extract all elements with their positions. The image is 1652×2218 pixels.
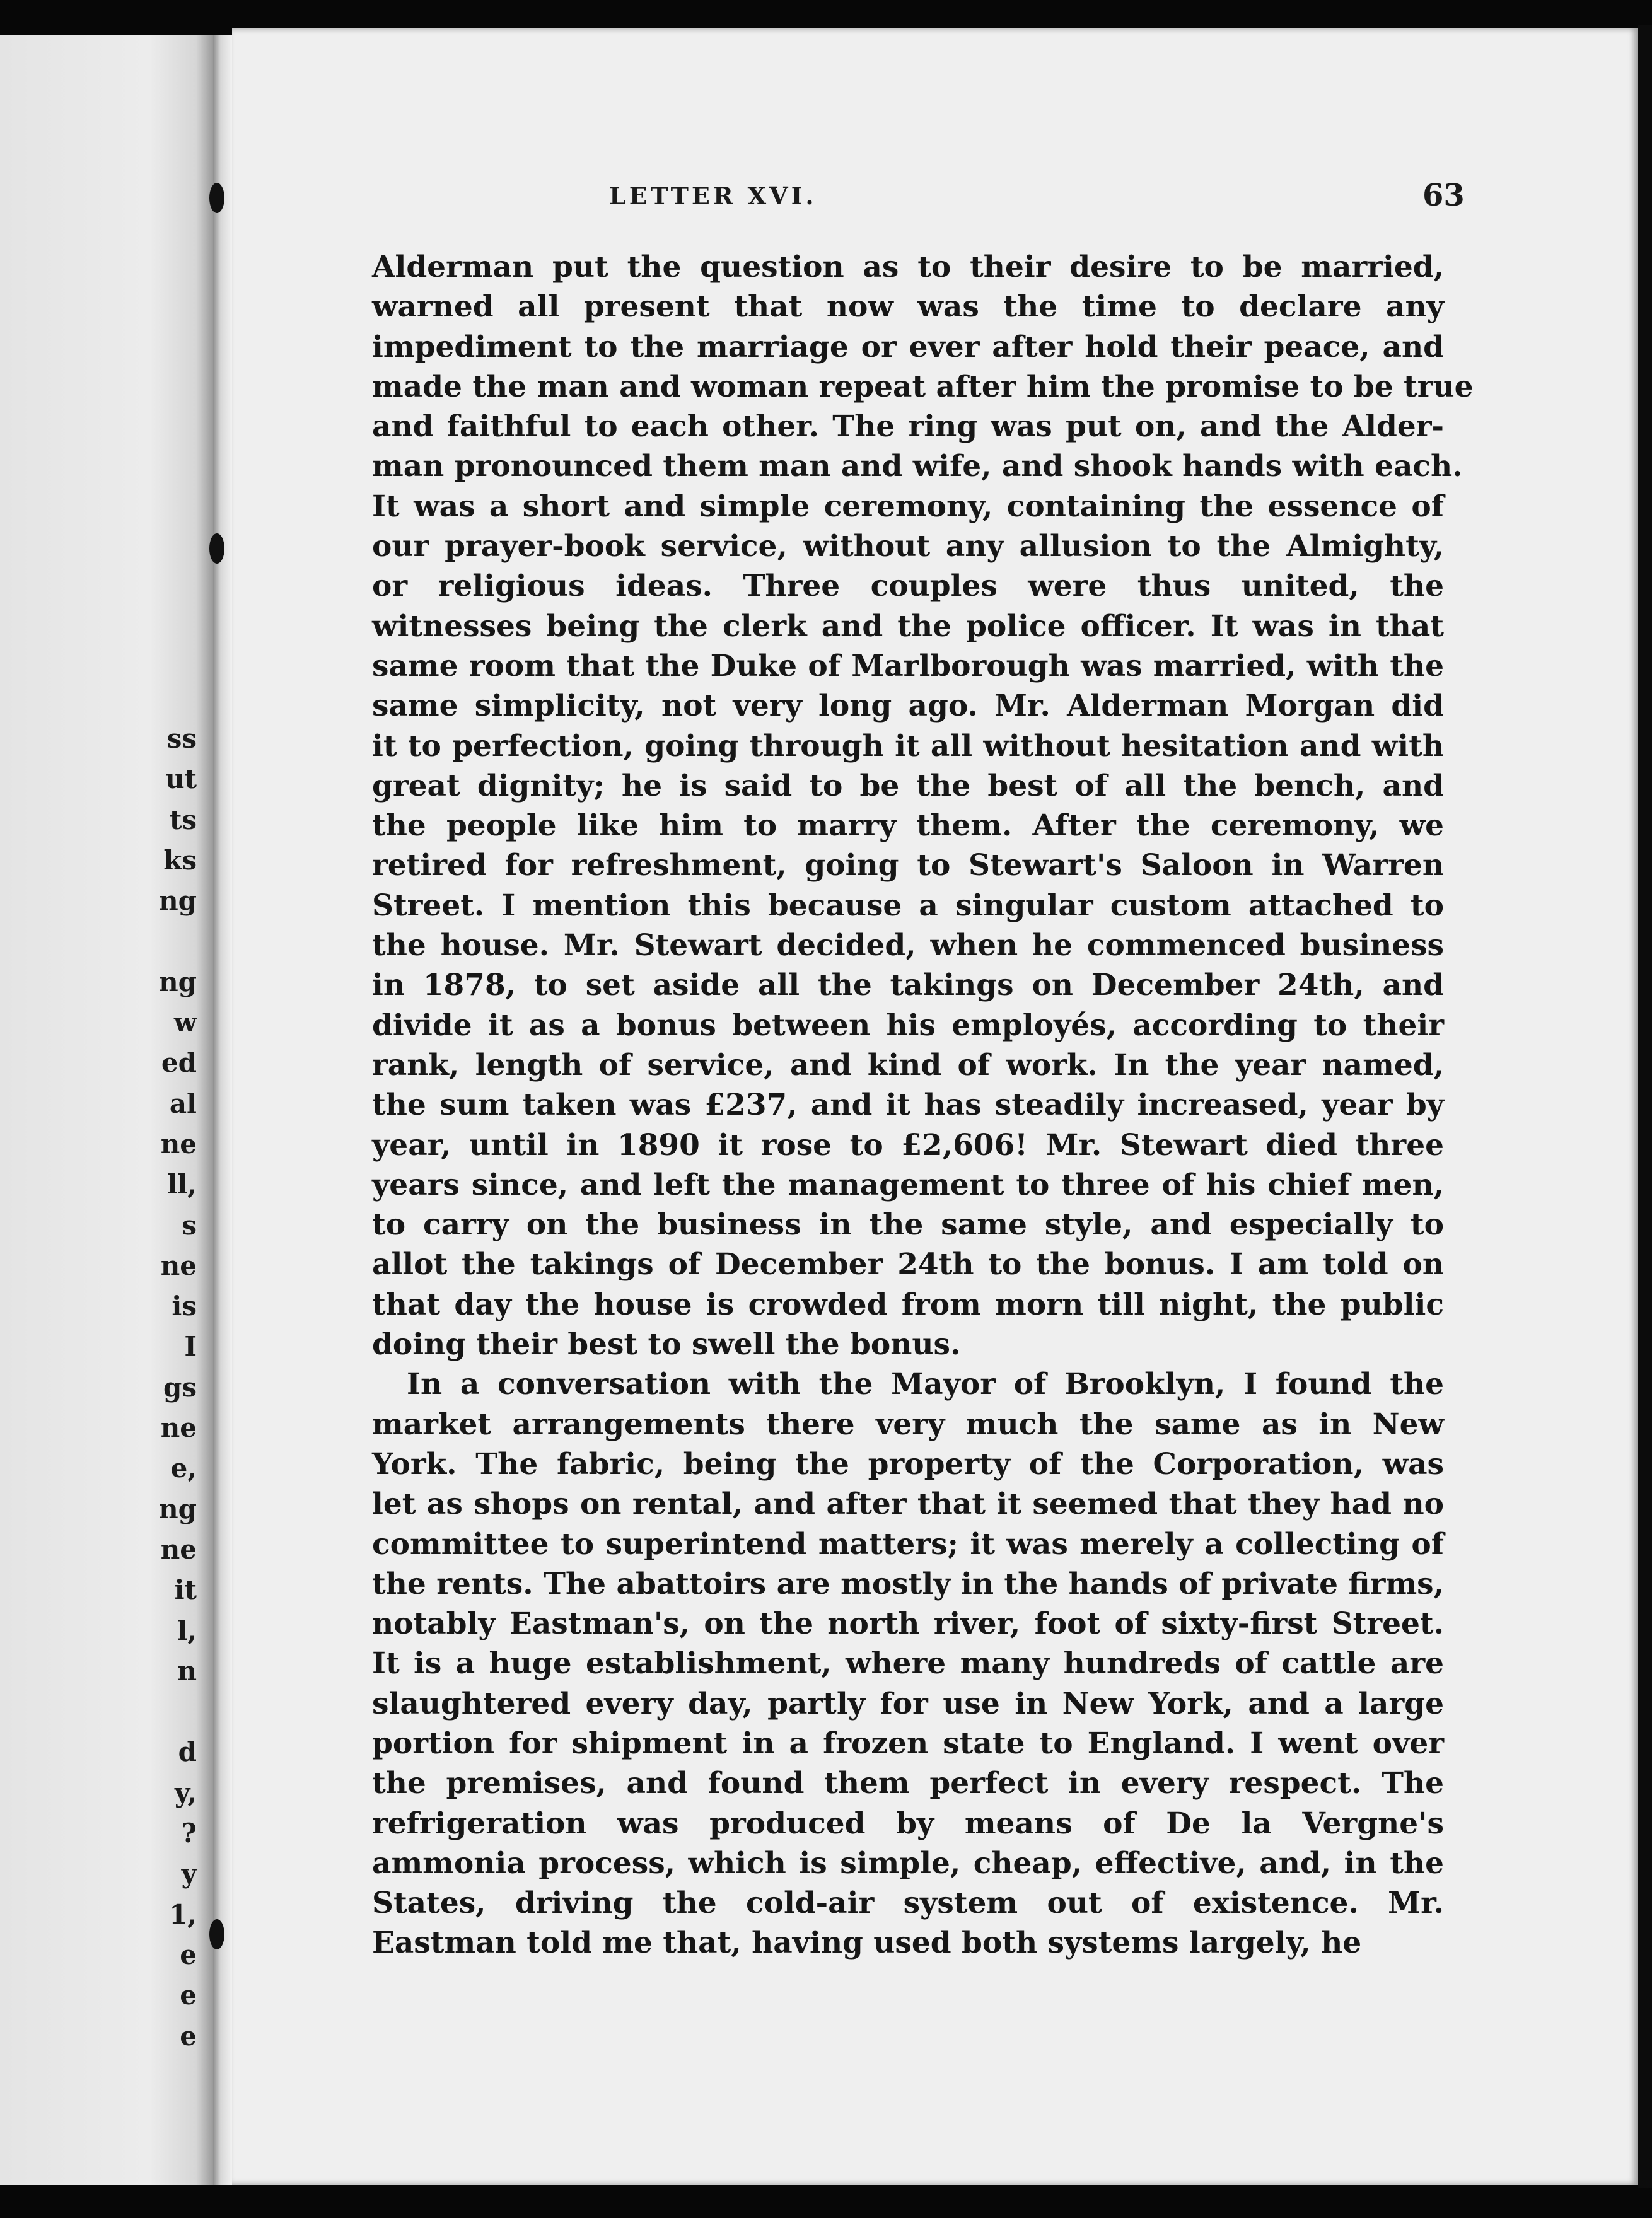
facing-page-fragment: y,: [174, 1777, 197, 1808]
facing-page-fragment: ts: [169, 804, 197, 835]
facing-page-fragment: gs: [163, 1371, 197, 1403]
binding-stitch: [209, 183, 224, 213]
text-line: States, driving the cold-air system out of existence. Mr.: [372, 1886, 1444, 1921]
text-line: Street. I mention this because a singular custom attached to: [372, 888, 1444, 923]
text-line: the people like him to marry them. After the ceremony, we: [372, 808, 1444, 844]
text-line: or religious ideas. Three couples were thus united, the: [372, 569, 1444, 604]
facing-page-fragment: e: [180, 1980, 197, 2011]
facing-page-edge: [0, 35, 213, 2185]
facing-page-fragment: e: [180, 2020, 197, 2052]
facing-page-fragment: ss: [166, 723, 197, 754]
binding-stitch: [209, 1919, 224, 1949]
text-line: committee to superintend matters; it was merely a collecting of: [372, 1526, 1444, 1562]
text-line: allot the takings of December 24th to the bonus. I am told on: [372, 1247, 1444, 1282]
facing-page-fragment: ne: [160, 1128, 197, 1159]
facing-page-fragment: ed: [161, 1047, 197, 1079]
facing-page-fragment: e,: [170, 1453, 197, 1484]
body-text: [372, 247, 1474, 1963]
text-line: same room that the Duke of Marlborough was married, with the: [372, 648, 1444, 683]
facing-page-fragment: [121, 921, 197, 961]
text-line: in 1878, to set aside all the takings on December 24th, and: [372, 968, 1444, 1003]
text-line: In a conversation with the Mayor of Brooklyn, I found the: [407, 1367, 1444, 1402]
facing-page-fragment: ll,: [167, 1169, 197, 1200]
facing-page-fragment: it: [174, 1574, 197, 1606]
text-line: divide it as a bonus between his employés, according to their: [372, 1007, 1444, 1043]
facing-page-fragment: ne: [160, 1250, 197, 1281]
facing-page-fragment: d: [178, 1736, 197, 1768]
facing-page-fragment: e: [180, 1939, 197, 1970]
text-line: years since, and left the management to three of his chief men,: [372, 1167, 1444, 1202]
text-line: retired for refreshment, going to Stewart's Saloon in Warren: [372, 848, 1444, 883]
text-line: and faithful to each other. The ring was put on, and the Alder-: [372, 409, 1444, 444]
facing-page-fragment: ng: [159, 966, 197, 997]
facing-page-fragment: y: [181, 1858, 197, 1890]
facing-page-fragment: 1,: [169, 1898, 197, 1930]
text-line: doing their best to swell the bonus.: [372, 1327, 961, 1362]
facing-page-fragment: ng: [159, 1493, 197, 1524]
facing-page-fragment: ng: [159, 885, 197, 917]
text-line: market arrangements there very much the same as in New: [372, 1407, 1444, 1442]
text-line: to carry on the business in the same style, and especially to: [372, 1207, 1444, 1243]
paragraph: [372, 1364, 1444, 1963]
text-line: slaughtered every day, partly for use in New York, and a large: [372, 1686, 1444, 1721]
text-line: the house. Mr. Stewart decided, when he commenced business: [372, 928, 1444, 963]
facing-page-fragment: is: [172, 1291, 197, 1322]
facing-page-fragment: ne: [160, 1533, 197, 1565]
text-line: ammonia process, which is simple, cheap, effective, and, in the: [372, 1845, 1444, 1881]
facing-page-fragment: n: [177, 1655, 197, 1687]
facing-page-fragment: l,: [177, 1615, 197, 1646]
text-line: portion for shipment in a frozen state to England. I went over: [372, 1726, 1444, 1761]
text-line: It is a huge establishment, where many hundreds of cattle are: [372, 1646, 1444, 1681]
text-line: refrigeration was produced by means of De la Vergne's: [372, 1806, 1444, 1841]
text-line: York. The fabric, being the property of the Corporation, was: [372, 1446, 1444, 1482]
facing-page-fragment: [121, 1692, 197, 1732]
text-line: great dignity; he is said to be the best of all the bench, and: [372, 768, 1444, 803]
text-line: Alderman put the question as to their desire to be married,: [372, 250, 1444, 284]
text-line: notably Eastman's, on the north river, foot of sixty-first Street.: [372, 1606, 1444, 1642]
facing-page-fragment: s: [182, 1209, 197, 1241]
text-line: year, until in 1890 it rose to £2,606! Mr. Stewart died three: [372, 1127, 1444, 1163]
page-right-edge: [1638, 25, 1652, 2188]
page-number: 63: [1422, 178, 1465, 213]
text-line: the rents. The abattoirs are mostly in the hands of private firms,: [372, 1566, 1444, 1601]
text-line: our prayer-book service, without any allusion to the Almighty,: [372, 529, 1444, 564]
text-line: it to perfection, going through it all without hesitation and with: [372, 728, 1444, 764]
facing-page-fragment: al: [169, 1088, 197, 1119]
text-line: made the man and woman repeat after him the promise to be true: [372, 369, 1474, 404]
facing-page-fragment: ut: [165, 764, 197, 795]
facing-page-fragment: I: [184, 1331, 197, 1362]
text-line: let as shops on rental, and after that it seemed that they had no: [372, 1487, 1444, 1522]
text-line: Eastman told me that, having used both systems largely, he: [372, 1925, 1362, 1961]
facing-page-text-fragments: [121, 719, 197, 2057]
text-line: that day the house is crowded from morn till night, the public: [372, 1287, 1444, 1322]
text-line: the sum taken was £237, and it has steadily increased, year by: [372, 1088, 1444, 1123]
text-line: impediment to the marriage or ever after hold their peace, and: [372, 329, 1444, 364]
text-line: warned all present that now was the time to declare any: [372, 289, 1444, 325]
facing-page-fragment: ne: [160, 1412, 197, 1444]
facing-page-fragment: ks: [163, 844, 197, 876]
facing-page-fragment: w: [173, 1007, 197, 1038]
paragraph: [372, 247, 1474, 1364]
binding-stitch: [209, 533, 224, 564]
facing-page-fragment: ?: [181, 1818, 197, 1849]
text-line: man pronounced them man and wife, and shook hands with each.: [372, 449, 1463, 484]
text-line: same simplicity, not very long ago. Mr. Alderman Morgan did: [372, 688, 1444, 724]
text-line: It was a short and simple ceremony, containing the essence of: [372, 489, 1444, 524]
text-line: the premises, and found them perfect in every respect. The: [372, 1766, 1444, 1801]
running-title: LETTER XVI.: [609, 182, 817, 210]
book-gutter: [213, 35, 232, 2185]
text-line: witnesses being the clerk and the police officer. It was in that: [372, 608, 1444, 644]
text-line: rank, length of service, and kind of work. In the year named,: [372, 1047, 1444, 1083]
